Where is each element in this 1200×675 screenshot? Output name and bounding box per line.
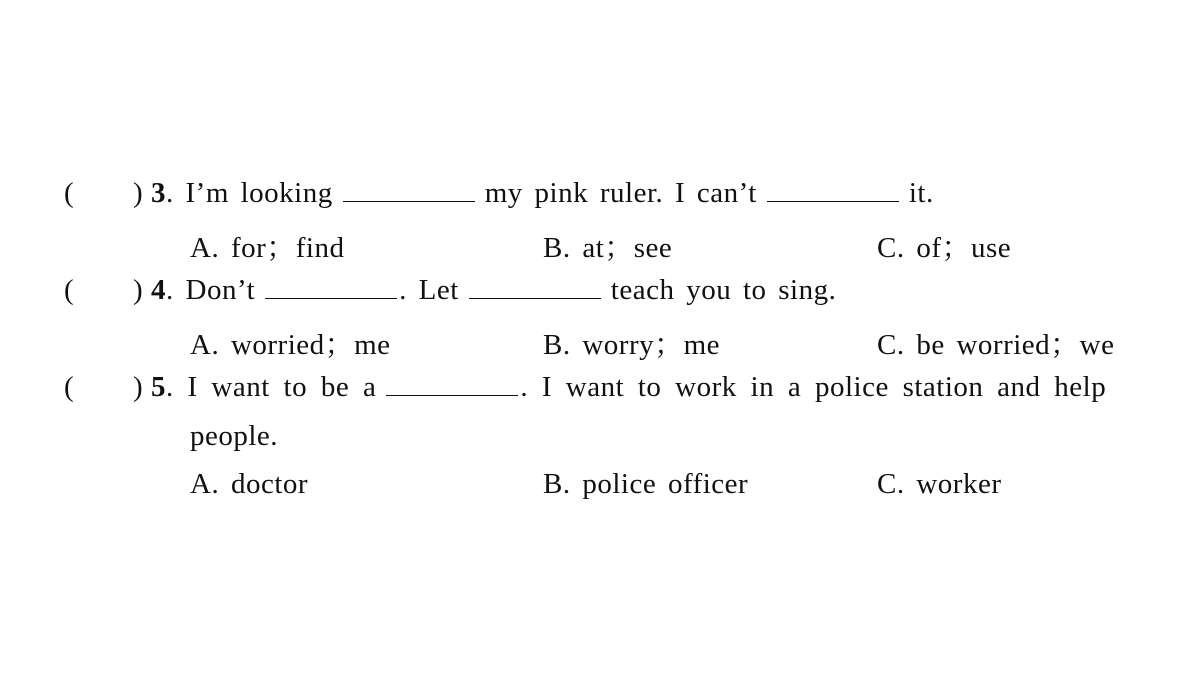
option-c: C. of；use bbox=[877, 232, 1012, 264]
question-stem: 4. Don’t . Let teach you to sing. bbox=[151, 274, 837, 306]
stem-part: . Let bbox=[399, 274, 459, 306]
option-c: C. worker bbox=[877, 468, 1002, 500]
option-a: A. doctor bbox=[190, 468, 309, 500]
answer-paren-close: ) bbox=[133, 371, 143, 403]
option-b: B. police officer bbox=[543, 468, 749, 500]
answer-blank bbox=[469, 276, 601, 299]
question-stem: 5. I want to be a . I want to work in a police station and help bbox=[151, 371, 1107, 403]
answer-blank bbox=[343, 179, 475, 202]
question-number: 3 bbox=[151, 177, 166, 209]
stem-part: I’m looking bbox=[185, 177, 333, 209]
stem-part: I want to be a bbox=[187, 371, 377, 403]
answer-paren-close: ) bbox=[133, 177, 143, 209]
answer-paren-open: ( bbox=[64, 177, 74, 209]
answer-paren-close: ) bbox=[133, 274, 143, 306]
question-stem: 3. I’m looking my pink ruler. I can’t it. bbox=[151, 177, 934, 209]
stem-part: it. bbox=[908, 177, 934, 209]
question-number: 5 bbox=[151, 371, 166, 403]
answer-blank bbox=[386, 373, 518, 396]
stem-part: Don’t bbox=[185, 274, 256, 306]
answer-blank bbox=[265, 276, 397, 299]
option-b: B. at；see bbox=[543, 232, 673, 264]
answer-blank bbox=[767, 179, 899, 202]
question-stem-continuation: people. bbox=[190, 420, 279, 452]
question-number: 4 bbox=[151, 274, 166, 306]
answer-paren-open: ( bbox=[64, 371, 74, 403]
option-a: A. for；find bbox=[190, 232, 345, 264]
stem-part: my pink ruler. I can’t bbox=[484, 177, 757, 209]
stem-part: . I want to work in a police station and help bbox=[520, 371, 1107, 403]
stem-part: teach you to sing. bbox=[610, 274, 837, 306]
option-c: C. be worried；we bbox=[877, 329, 1115, 361]
option-a: A. worried；me bbox=[190, 329, 391, 361]
option-b: B. worry；me bbox=[543, 329, 721, 361]
answer-paren-open: ( bbox=[64, 274, 74, 306]
